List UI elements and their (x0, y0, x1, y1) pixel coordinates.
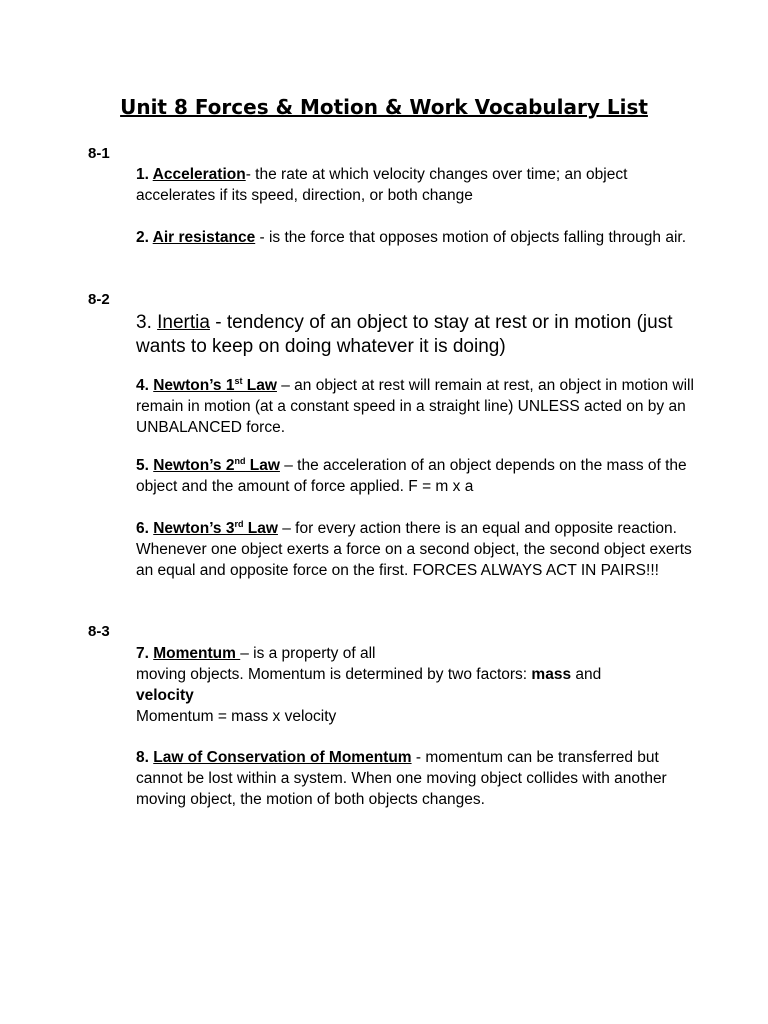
entry-number: 3. (136, 312, 158, 333)
vocab-term (153, 457, 280, 474)
entry-number: 4. (136, 377, 154, 394)
momentum-line-2 (136, 664, 696, 685)
term-text: Newton’s 3 (153, 520, 235, 537)
vocab-term (153, 520, 278, 537)
entry-number: 7. (136, 645, 154, 662)
vocab-term: Air resistance (152, 229, 256, 246)
term-text: Law (242, 377, 277, 394)
vocab-definition: - is the force that opposes motion of objects falling through air. (255, 229, 687, 246)
vocab-term: Acceleration (152, 166, 246, 183)
term-text: Law (245, 457, 280, 474)
ordinal-suffix: st (234, 375, 243, 386)
vocab-definition: moving objects. Momentum is determined by two factors: (136, 666, 532, 683)
vocab-entry-newtons-first-law (136, 375, 696, 438)
momentum-line-3 (136, 685, 696, 706)
vocab-entry-momentum (136, 643, 696, 727)
vocab-definition: – for every action there is an equal and opposite reaction. Whenever one object exerts a force on a second object, the second object exerts an equal and opposite force on the first. FORCES ALWAYS ACT IN PAIRS!!! (136, 520, 692, 579)
emphasis-velocity: velocity (136, 687, 194, 704)
entry-number: 8. (136, 749, 154, 766)
momentum-formula: Momentum = mass x velocity (136, 708, 337, 725)
vocab-entry-acceleration (136, 164, 696, 206)
vocab-entry-air-resistance (136, 227, 696, 248)
vocab-term: Momentum (153, 645, 241, 662)
vocab-definition: – the acceleration of an object depends on the mass of the object and the amount of force applied. F = m x a (136, 457, 687, 495)
vocab-entry-newtons-second-law (136, 455, 696, 497)
vocab-entry-conservation-of-momentum (136, 747, 696, 810)
page-title: Unit 8 Forces & Motion & Work Vocabulary List (120, 95, 648, 119)
term-text: Newton’s 1 (153, 377, 235, 394)
emphasis-mass: mass (531, 666, 572, 683)
entry-number: 1. (136, 166, 153, 183)
section-label-8-3: 8-3 (88, 623, 110, 640)
conjunction: and (571, 666, 602, 683)
vocab-definition: - tendency of an object to stay at rest or in motion (just wants to keep on doing whatever it is doing) (136, 312, 673, 357)
vocab-definition: - momentum can be transferred but cannot be lost within a system. When one moving object collides with another moving object, the motion of both objects changes. (136, 749, 667, 808)
vocab-entry-inertia (136, 311, 696, 359)
vocab-term: Law of Conservation of Momentum (153, 749, 412, 766)
vocab-entry-newtons-third-law (136, 518, 696, 581)
term-text: Law (243, 520, 278, 537)
term-text: Newton’s 2 (153, 457, 235, 474)
vocab-definition: – is a property of all (240, 645, 376, 662)
section-label-8-1: 8-1 (88, 145, 110, 162)
entry-number: 5. (136, 457, 154, 474)
vocab-definition: – an object at rest will remain at rest, an object in motion will remain in motion (at a constant speed in a straight line) UNLESS acted on by an UNBALANCED force. (136, 377, 694, 436)
vocab-term (153, 377, 277, 394)
entry-number: 2. (136, 229, 153, 246)
ordinal-suffix: rd (234, 518, 244, 529)
section-label-8-2: 8-2 (88, 291, 110, 308)
vocab-term: Inertia (157, 312, 210, 333)
vocab-definition: - the rate at which velocity changes over time; an object accelerates if its speed, direction, or both change (136, 166, 628, 204)
ordinal-suffix: nd (234, 455, 246, 466)
momentum-line-1 (136, 643, 696, 664)
entry-number: 6. (136, 520, 154, 537)
